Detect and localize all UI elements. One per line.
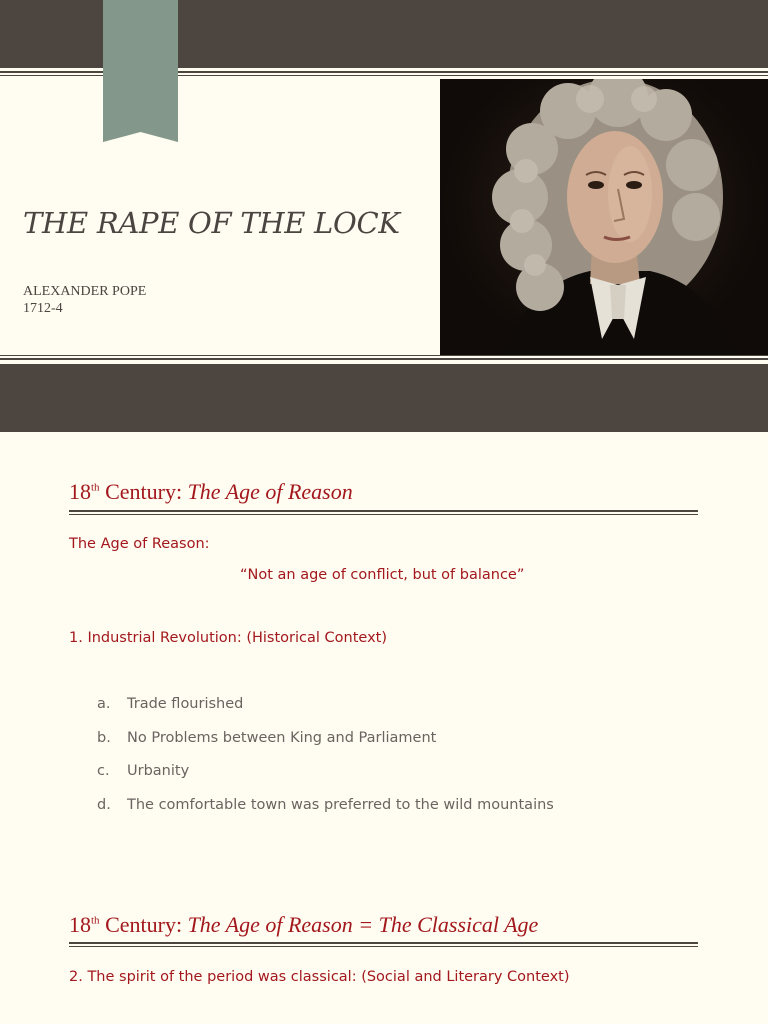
heading-century-number: 18 (69, 479, 91, 504)
list-marker: c. (97, 763, 110, 779)
point-1: 1. Industrial Revolution: (Historical Context) (69, 630, 387, 646)
list-item (97, 696, 243, 712)
author-name: ALEXANDER POPE (23, 284, 147, 299)
author-portrait-image (440, 79, 768, 355)
heading-text: Century: (99, 912, 188, 937)
title-slide (0, 0, 768, 432)
divider-line (0, 358, 768, 360)
heading-italic-text: The Age of Reason (187, 479, 353, 504)
publication-date: 1712-4 (23, 301, 63, 316)
list-marker: b. (97, 730, 111, 746)
point-2: 2. The spirit of the period was classical: (Social and Literary Context) (69, 969, 570, 985)
divider-line (0, 355, 768, 356)
list-item (97, 797, 554, 813)
list-item (97, 730, 436, 746)
list-text: The comfortable town was preferred to the wild mountains (127, 797, 554, 813)
portrait-illustration (440, 79, 768, 355)
intro-label: The Age of Reason: (69, 536, 210, 552)
heading-underline (69, 510, 698, 515)
heading-superscript: th (91, 914, 100, 927)
list-text: Urbanity (127, 763, 190, 779)
list-text: No Problems between King and Parliament (127, 730, 437, 746)
bookmark-ribbon (103, 0, 178, 142)
section-heading (69, 912, 538, 938)
bottom-band (0, 364, 768, 432)
heading-century-number: 18 (69, 912, 91, 937)
section-heading (69, 479, 353, 505)
list-item (97, 763, 189, 779)
presentation-title: THE RAPE OF THE LOCK (23, 206, 400, 240)
list-marker: d. (97, 797, 111, 813)
subtitle-block (23, 283, 146, 317)
heading-text: Century: (99, 479, 188, 504)
quote-text: “Not an age of conflict, but of balance” (240, 567, 525, 583)
heading-underline (69, 942, 698, 947)
heading-italic-text: The Age of Reason = The Classical Age (187, 912, 539, 937)
list-marker: a. (97, 696, 111, 712)
list-text: Trade flourished (127, 696, 244, 712)
heading-superscript: th (91, 481, 100, 494)
content-slide (0, 432, 768, 1024)
